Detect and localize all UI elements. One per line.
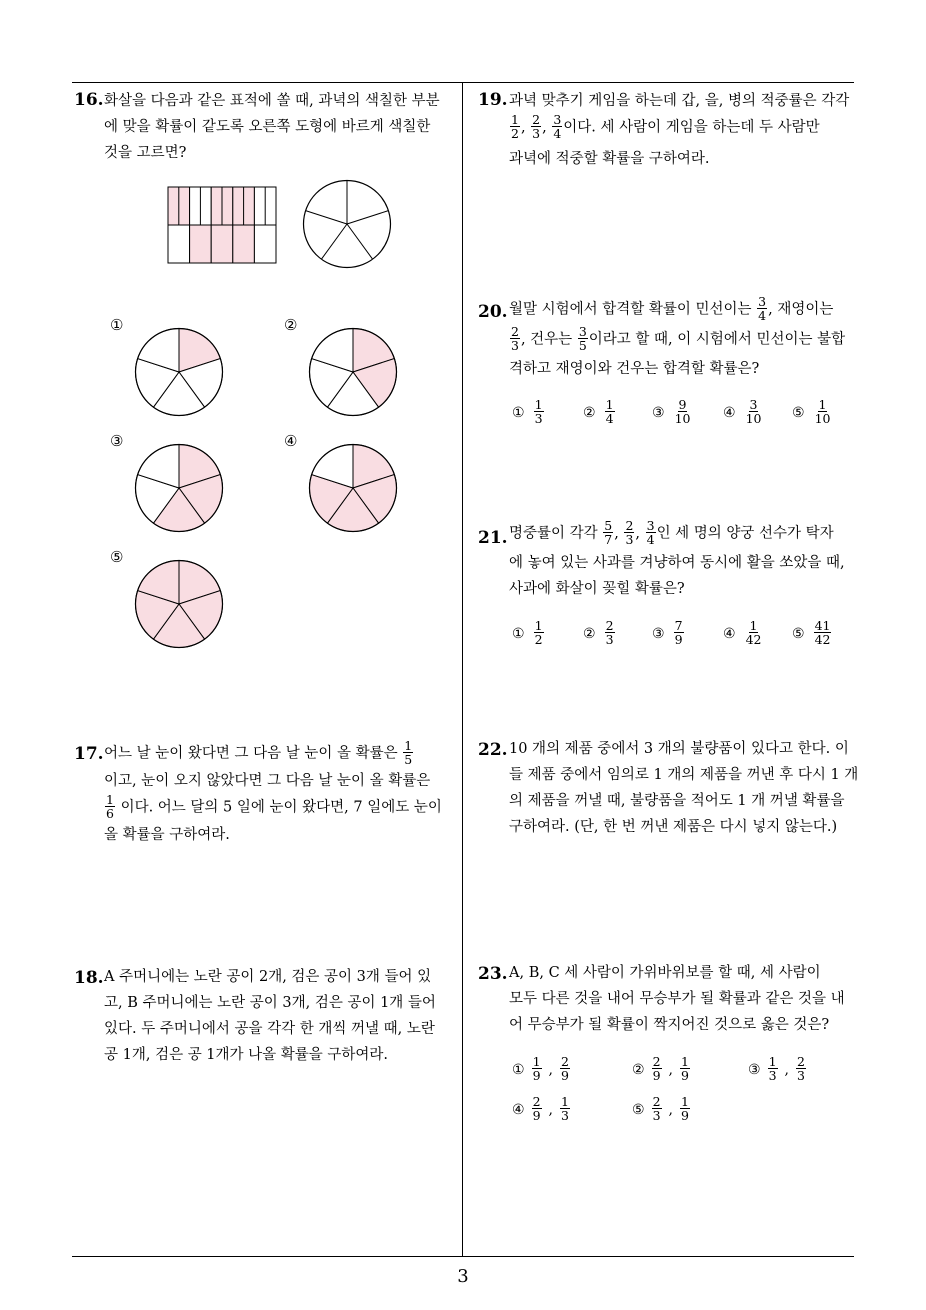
frac-den: 3 bbox=[652, 1108, 661, 1123]
choice-fraction bbox=[560, 1055, 570, 1082]
q23-text bbox=[509, 960, 845, 1038]
choice-fraction bbox=[680, 1055, 690, 1082]
frac-den: 5 bbox=[578, 338, 587, 353]
q16-option-2-pie[interactable] bbox=[309, 328, 397, 416]
choice-mark: ② bbox=[632, 1061, 645, 1078]
choice-fraction bbox=[674, 619, 684, 646]
q20-line-text: 이라고 할 때, 이 시험에서 민선이는 불합 bbox=[588, 331, 846, 348]
q20-choice-2[interactable] bbox=[583, 399, 616, 426]
choice-fraction bbox=[745, 398, 763, 425]
frac-num: 2 bbox=[652, 1054, 661, 1069]
frac-num: 1 bbox=[680, 1094, 689, 1109]
q19-line: 과녁에 적중할 확률을 구하여라. bbox=[509, 151, 710, 167]
page-number: 3 bbox=[457, 1266, 469, 1287]
q21-choice-3[interactable] bbox=[652, 620, 685, 647]
q20-line-text: , 건우는 bbox=[520, 331, 573, 348]
frac-num: 2 bbox=[560, 1054, 569, 1069]
q20-fraction bbox=[510, 325, 520, 352]
frac-den: 4 bbox=[646, 532, 655, 547]
q19-text bbox=[509, 88, 859, 172]
frac-num: 2 bbox=[796, 1054, 805, 1069]
q21-line: 사과에 화살이 꽂힐 확률은? bbox=[509, 581, 685, 597]
q21-fraction bbox=[603, 519, 613, 546]
frac-den: 4 bbox=[553, 126, 562, 141]
frac-den: 3 bbox=[534, 411, 543, 426]
q20-text bbox=[509, 296, 859, 382]
frac-num: 2 bbox=[532, 112, 541, 127]
frac-num: 3 bbox=[578, 324, 587, 339]
choice-mark: ④ bbox=[723, 625, 736, 642]
choice-fraction bbox=[814, 398, 832, 425]
frac-den: 2 bbox=[511, 126, 519, 141]
frac-num: 2 bbox=[652, 1094, 661, 1109]
q17-line: 올 확률을 구하여라. bbox=[104, 827, 230, 843]
frac-den: 42 bbox=[745, 632, 762, 647]
q16-option-3-pie[interactable] bbox=[135, 444, 223, 532]
frac-num: 1 bbox=[534, 397, 543, 412]
frac-den: 3 bbox=[605, 632, 614, 647]
choice-fraction bbox=[560, 1095, 570, 1122]
frac-den: 2 bbox=[534, 632, 543, 647]
frac-den: 42 bbox=[814, 632, 831, 647]
frac-num: 41 bbox=[814, 618, 831, 633]
q21-number: 21. bbox=[478, 528, 508, 548]
q16-line: 에 맞을 확률이 같도록 오른쪽 도형에 바르게 색칠한 bbox=[104, 119, 431, 135]
frac-den: 10 bbox=[814, 411, 831, 426]
choice-mark: ④ bbox=[723, 404, 736, 421]
frac-num: 1 bbox=[534, 618, 543, 633]
frac-num: 1 bbox=[768, 1054, 777, 1069]
q22-line: 들 제품 중에서 임의로 1 개의 제품을 꺼낸 후 다시 1 개 bbox=[509, 767, 859, 783]
q18-number: 18. bbox=[74, 968, 104, 988]
q20-choice-3[interactable] bbox=[652, 399, 692, 426]
frac-den: 7 bbox=[604, 532, 613, 547]
q18-line: 고, B 주머니에는 노란 공이 3개, 검은 공이 1개 들어 bbox=[104, 995, 436, 1011]
q20-line bbox=[509, 326, 859, 356]
q21-text bbox=[509, 520, 859, 602]
q16-option-4-pie[interactable] bbox=[309, 444, 397, 532]
q20-fraction bbox=[578, 325, 588, 352]
choice-mark: ② bbox=[583, 625, 596, 642]
q21-fraction bbox=[624, 519, 634, 546]
q22-line: 10 개의 제품 중에서 3 개의 불량품이 있다고 한다. 이 bbox=[509, 741, 849, 757]
choice-mark: ⑤ bbox=[792, 404, 805, 421]
frac-den: 9 bbox=[560, 1068, 569, 1083]
choice-mark: ③ bbox=[652, 404, 665, 421]
frac-den: 9 bbox=[680, 1068, 689, 1083]
choice-mark: ④ bbox=[512, 1101, 525, 1118]
frac-num: 1 bbox=[532, 1054, 541, 1069]
q23-line: 어 무승부가 될 확률이 짝지어진 것으로 옳은 것은? bbox=[509, 1017, 830, 1033]
choice-fraction bbox=[605, 398, 615, 425]
frac-den: 3 bbox=[625, 532, 634, 547]
q22-text bbox=[509, 736, 858, 840]
frac-num: 1 bbox=[749, 618, 758, 633]
q22-number: 22. bbox=[478, 740, 508, 760]
frac-den: 4 bbox=[758, 308, 767, 323]
q16-option-4-label[interactable]: ④ bbox=[284, 432, 298, 450]
q20-choice-1[interactable] bbox=[512, 399, 545, 426]
q20-line-text: 월말 시험에서 합격할 확률이 민선이는 bbox=[509, 301, 752, 318]
q19-fraction bbox=[552, 113, 562, 140]
choice-fraction bbox=[532, 1055, 542, 1082]
choice-fraction bbox=[674, 398, 692, 425]
choice-mark: ① bbox=[512, 625, 525, 642]
choice-fraction bbox=[652, 1095, 662, 1122]
q21-choice-1[interactable] bbox=[512, 620, 545, 647]
q17-line: 이고, 눈이 오지 않았다면 그 다음 날 눈이 올 확률은 bbox=[104, 773, 431, 789]
q16-empty-pie bbox=[303, 180, 391, 268]
frac-den: 3 bbox=[796, 1068, 805, 1083]
frac-den: 9 bbox=[532, 1068, 541, 1083]
frac-num: 5 bbox=[604, 518, 613, 533]
choice-mark: ⑤ bbox=[632, 1101, 645, 1118]
frac-den: 3 bbox=[560, 1108, 569, 1123]
frac-num: 3 bbox=[749, 397, 758, 412]
choice-mark: ② bbox=[583, 404, 596, 421]
frac-num: 2 bbox=[511, 324, 519, 339]
q19-line: $\frac{1}{2}$ , $\frac{2}{3}$ , $\frac{3}{4}$ 이다. 세 사람이 게임을 하는데 두 사람만 bbox=[511, 112, 820, 141]
choice-fraction bbox=[680, 1095, 690, 1122]
choice-fraction bbox=[745, 619, 763, 646]
q16-number: 16. bbox=[74, 90, 104, 110]
q17-line bbox=[104, 740, 456, 768]
q23-choice-1[interactable]: ① $\frac{1}{9}$ , $\frac{2}{9}$ bbox=[512, 1054, 569, 1083]
frac-num: 1 bbox=[511, 112, 519, 127]
frac-den: 5 bbox=[404, 752, 413, 767]
bottom-rule bbox=[72, 1256, 854, 1257]
choice-fraction bbox=[605, 619, 615, 646]
q21-line: 에 놓여 있는 사과를 겨냥하여 동시에 활을 쏘았을 때, bbox=[509, 555, 845, 571]
choice-fraction bbox=[814, 619, 832, 646]
frac-den: 10 bbox=[674, 411, 691, 426]
q21-choice-4[interactable] bbox=[723, 620, 763, 647]
frac-num: 1 bbox=[818, 397, 827, 412]
q16-text bbox=[104, 88, 440, 166]
q21-fraction bbox=[646, 519, 656, 546]
q23-choice-5[interactable]: ⑤ $\frac{2}{3}$ , $\frac{1}{9}$ bbox=[632, 1094, 689, 1123]
q17-line-text: 이다. 어느 달의 5 일에 눈이 왔다면, 7 일에도 눈이 bbox=[120, 799, 442, 816]
frac-den: 9 bbox=[652, 1068, 661, 1083]
frac-den: 4 bbox=[605, 411, 614, 426]
frac-num: 1 bbox=[404, 738, 413, 753]
frac-num: 1 bbox=[680, 1054, 689, 1069]
frac-den: 10 bbox=[745, 411, 762, 426]
frac-den: 6 bbox=[106, 806, 114, 821]
frac-num: 2 bbox=[625, 518, 634, 533]
q23-number: 23. bbox=[478, 964, 508, 984]
choice-fraction bbox=[796, 1055, 806, 1082]
frac-den: 3 bbox=[511, 338, 519, 353]
q18-line: A 주머니에는 노란 공이 2개, 검은 공이 3개 들어 있 bbox=[104, 969, 432, 985]
q20-line: 격하고 재영이와 건우는 합격할 확률은? bbox=[509, 361, 760, 377]
q23-line: 모두 다른 것을 내어 무승부가 될 확률과 같은 것을 내 bbox=[509, 991, 845, 1007]
frac-num: 7 bbox=[674, 618, 683, 633]
q23-choice-3[interactable]: ③ $\frac{1}{3}$ , $\frac{2}{3}$ bbox=[748, 1054, 805, 1083]
column-divider bbox=[462, 82, 463, 1256]
frac-num: 3 bbox=[646, 518, 655, 533]
q16-target-grid bbox=[168, 187, 276, 263]
frac-num: 1 bbox=[106, 792, 114, 807]
q16-option-3-label[interactable]: ③ bbox=[110, 432, 124, 450]
frac-num: 1 bbox=[560, 1094, 569, 1109]
q23-line: A, B, C 세 사람이 가위바위보를 할 때, 세 사람이 bbox=[509, 965, 821, 981]
q22-line: 구하여라. (단, 한 번 꺼낸 제품은 다시 넣지 않는다.) bbox=[509, 819, 838, 835]
q21-choice-5[interactable] bbox=[792, 620, 832, 647]
frac-num: 3 bbox=[553, 112, 562, 127]
q20-fraction bbox=[757, 295, 767, 322]
q22-line: 의 제품을 꺼낼 때, 불량품을 적어도 1 개 꺼낼 확률을 bbox=[509, 793, 845, 809]
choice-fraction bbox=[532, 1095, 542, 1122]
top-rule bbox=[72, 82, 854, 83]
q17-line-text: 어느 날 눈이 왔다면 그 다음 날 눈이 올 확률은 bbox=[104, 745, 398, 762]
q16-option-1-label[interactable]: ① bbox=[110, 316, 124, 334]
q21-line: 명중률이 각각 $\frac{5}{7}$ , $\frac{2}{3}$ , $\frac{3}{4}$ 인 세 명의 양궁 선수가 탁자 bbox=[509, 518, 834, 547]
q16-option-5-label[interactable]: ⑤ bbox=[110, 548, 124, 566]
q21-choice-2[interactable] bbox=[583, 620, 616, 647]
q20-line bbox=[509, 296, 859, 326]
choice-fraction bbox=[652, 1055, 662, 1082]
frac-den: 3 bbox=[768, 1068, 777, 1083]
q16-option-5-pie[interactable] bbox=[135, 560, 223, 648]
choice-fraction bbox=[768, 1055, 778, 1082]
q21-line-text: 인 세 명의 양궁 선수가 탁자 bbox=[656, 525, 834, 542]
frac-num: 2 bbox=[532, 1094, 541, 1109]
frac-num: 1 bbox=[605, 397, 614, 412]
q20-number: 20. bbox=[478, 302, 508, 322]
q20-choice-4[interactable] bbox=[723, 399, 763, 426]
q23-choice-4[interactable]: ④ $\frac{2}{9}$ , $\frac{1}{3}$ bbox=[512, 1094, 569, 1123]
q19-fraction bbox=[531, 113, 541, 140]
q17-line bbox=[104, 794, 456, 822]
q16-line: 것을 고르면? bbox=[104, 145, 187, 161]
frac-num: 2 bbox=[605, 618, 614, 633]
choice-mark: ③ bbox=[652, 625, 665, 642]
q17-text bbox=[104, 740, 456, 848]
q23-choice-2[interactable]: ② $\frac{2}{9}$ , $\frac{1}{9}$ bbox=[632, 1054, 689, 1083]
frac-den: 9 bbox=[680, 1108, 689, 1123]
q16-option-1-pie[interactable] bbox=[135, 328, 223, 416]
frac-num: 9 bbox=[678, 397, 687, 412]
q18-line: 있다. 두 주머니에서 공을 각각 한 개씩 꺼낼 때, 노란 bbox=[104, 1021, 435, 1037]
frac-num: 3 bbox=[758, 294, 767, 309]
choice-mark: ⑤ bbox=[792, 625, 805, 642]
q17-fraction bbox=[105, 793, 115, 820]
frac-den: 9 bbox=[674, 632, 683, 647]
q19-line-text: 이다. 세 사람이 게임을 하는데 두 사람만 bbox=[563, 119, 820, 136]
q17-number: 17. bbox=[74, 744, 104, 764]
frac-den: 9 bbox=[532, 1108, 541, 1123]
choice-mark: ① bbox=[512, 404, 525, 421]
q19-number: 19. bbox=[478, 90, 508, 110]
q21-line-text: 명중률이 각각 bbox=[509, 525, 598, 542]
q16-option-2-label[interactable]: ② bbox=[284, 316, 298, 334]
choice-mark: ① bbox=[512, 1061, 525, 1078]
q19-line: 과녁 맞추기 게임을 하는데 갑, 을, 병의 적중률은 각각 bbox=[509, 93, 850, 109]
q16-line: 화살을 다음과 같은 표적에 쏠 때, 과녁의 색칠한 부분 bbox=[104, 93, 440, 109]
choice-mark: ③ bbox=[748, 1061, 761, 1078]
choice-fraction bbox=[534, 398, 544, 425]
q18-text bbox=[104, 964, 436, 1068]
choice-fraction bbox=[534, 619, 544, 646]
frac-den: 3 bbox=[532, 126, 541, 141]
q17-fraction bbox=[403, 739, 413, 766]
q19-fraction bbox=[510, 113, 520, 140]
q20-line-text: , 재영이는 bbox=[768, 301, 834, 318]
q20-choice-5[interactable] bbox=[792, 399, 832, 426]
q18-line: 공 1개, 검은 공 1개가 나올 확률을 구하여라. bbox=[104, 1047, 389, 1063]
